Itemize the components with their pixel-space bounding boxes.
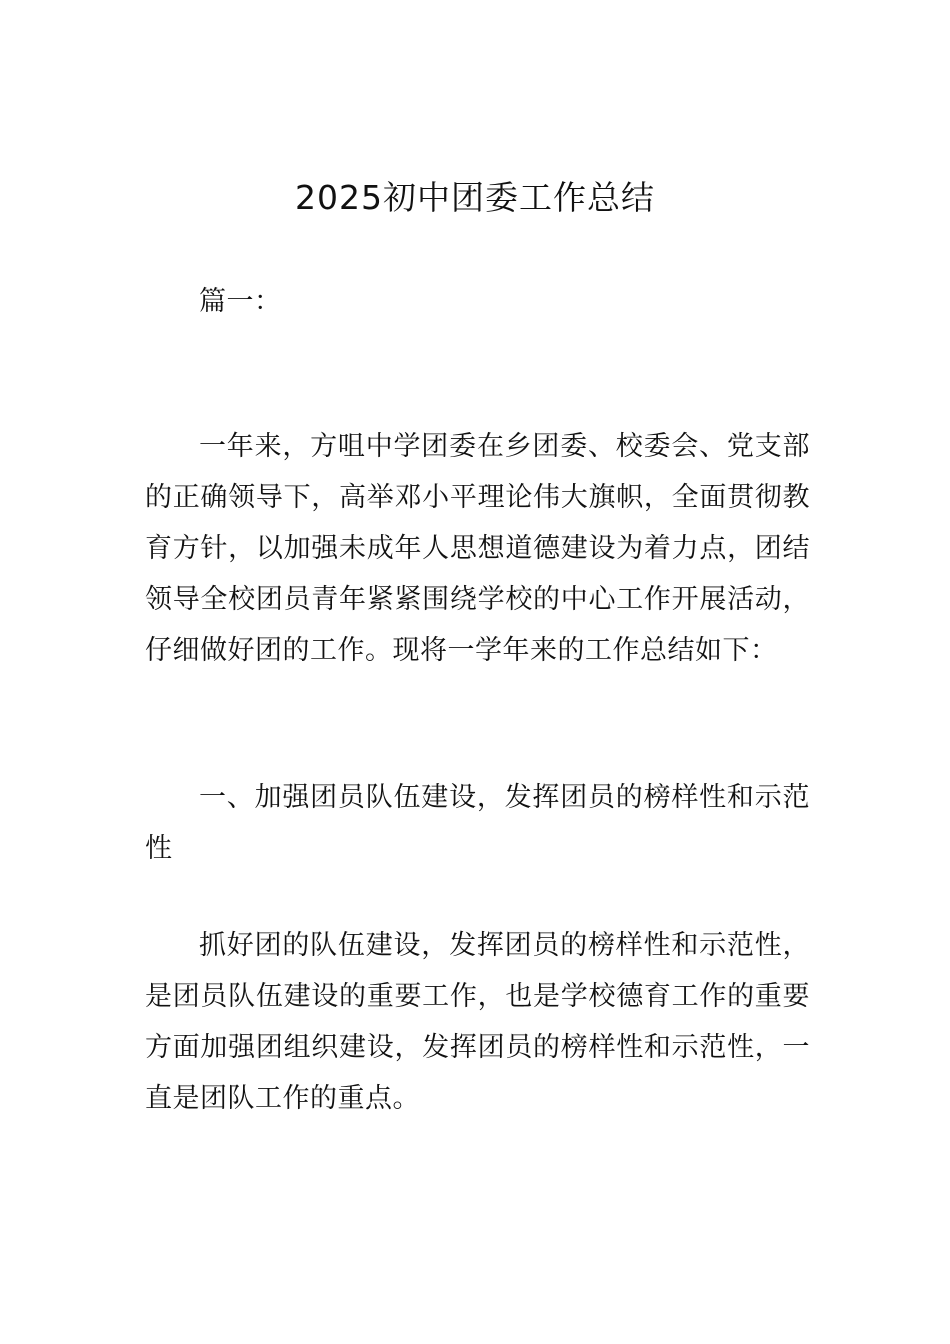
paragraph-intro: 一年来，方咀中学团委在乡团委、校委会、党支部的正确领导下，高举邓小平理论伟大旗帜，全面贯彻教育方针，以加强未成年人思想道德建设为着力点，团结领导全校团员青年紧紧围绕学校的中心工作开展活动，仔细做好团的工作。现将一学年来的工作总结如下： <box>145 431 810 666</box>
paragraph-body: 抓好团的队伍建设，发挥团员的榜样性和示范性，是团员队伍建设的重要工作，也是学校德育工作的重要方面加强团组织建设，发挥团员的榜样性和示范性，一直是团队工作的重点。 <box>145 930 810 1114</box>
section-heading: 一、加强团员队伍建设，发挥团员的榜样性和示范性 <box>145 782 810 864</box>
document-title: 2025初中团委工作总结 <box>295 178 655 217</box>
section-label: 篇一： <box>199 286 282 317</box>
